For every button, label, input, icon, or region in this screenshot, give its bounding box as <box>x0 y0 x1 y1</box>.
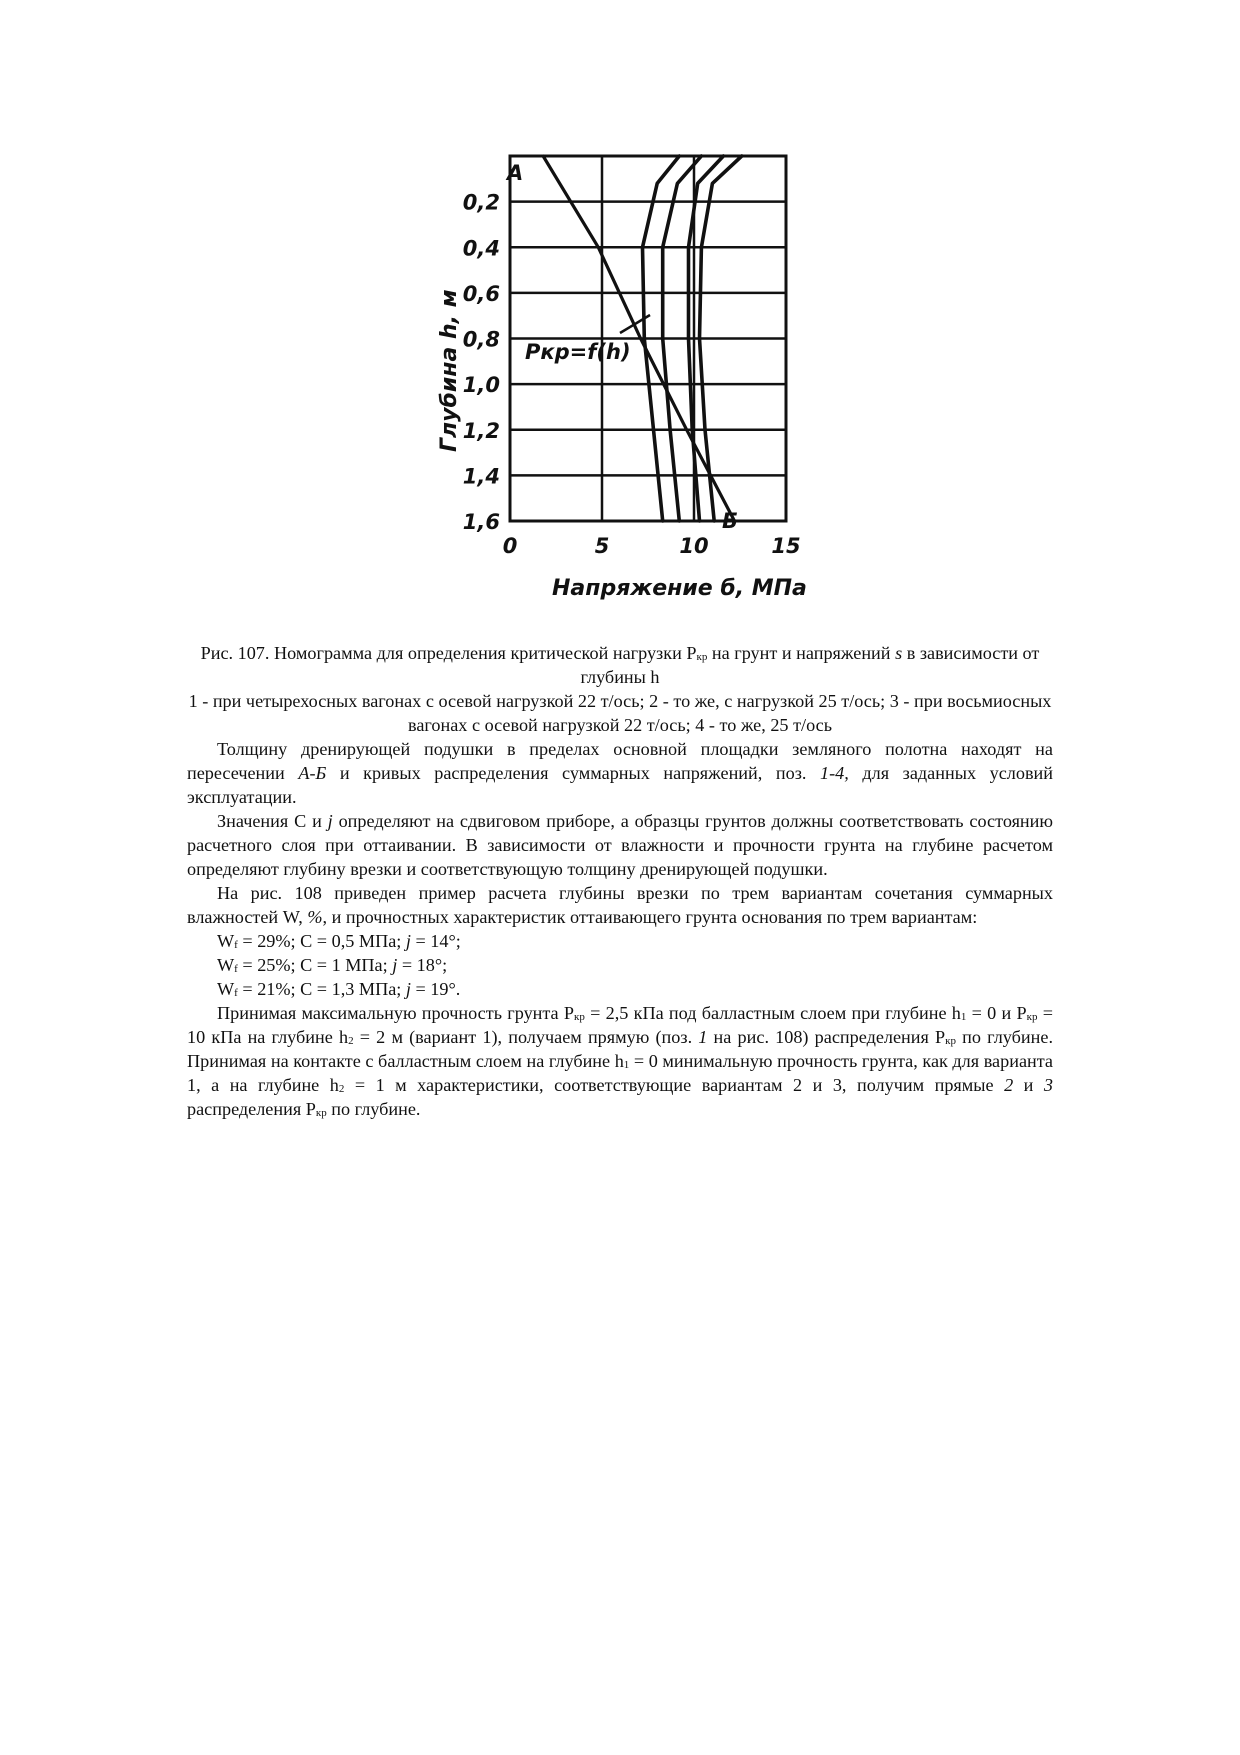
line-label-end: Б <box>722 509 739 533</box>
x-tick-label: 10 <box>679 534 709 558</box>
formula-3: $W_f = 21\%$; С = 1,3 МПа; j = 19°. <box>217 979 461 999</box>
y-tick-label: 1,6 <box>462 510 500 534</box>
chart-grid <box>510 156 786 521</box>
formula-2: $W_f = 25\%$; С = 1 МПа; j = 18°; <box>217 955 448 975</box>
paragraph-4: Принимая максимальную прочность грунта $Р_{кр} = 2,5$ кПа под балластным слоем при глубине $h_1 = 0$ и $Р_{кр} = 10$ кПа на глубине $h_2 = 2$ м (вариант 1), получаем прямую (поз. 1 на рис. 108) распределения $Р_{кр}$ по глубине. Принимая на контакте с балластным слоем на глубине $h_1 = 0$ минимальную прочность грунта, как для варианта 1, а на глубине $h_2 = 1$ м характеристики, соответствующие вариантам 2 и 3, получим прямые 2 и 3 распределения $Р_{кр}$ по глубине. <box>187 1003 1054 1119</box>
x-tick-label: 0 <box>502 534 518 558</box>
x-tick-label: 15 <box>771 534 801 558</box>
y-axis-label: Глубина h, м <box>437 289 462 452</box>
paragraph-2: Значения С и j определяют на сдвиговом приборе, а образцы грунтов должны соответствовать состоянию расчетного слоя при оттаивании. В зависимости от влажности и прочности грунта на глубине расчетом определяют глубину врезки и соответствующую толщину дренирующей подушки. <box>187 811 1053 879</box>
y-tick-label: 0,6 <box>462 281 500 306</box>
x-tick-label: 5 <box>594 534 610 558</box>
annotation-label: Pкр=f(h) <box>525 340 631 364</box>
y-tick-label: 0,4 <box>462 236 500 261</box>
figure-caption: Рис. 107. Номограмма для определения критической нагрузки $Р_{кр}$ на грунт и напряжений s в зависимости от глубины h <box>200 643 1040 687</box>
paragraph-3: На рис. 108 приведен пример расчета глубины врезки по трем вариантам сочетания суммарных влажностей W, %, и прочностных характеристик оттаивающего грунта основания по трем вариантам: <box>187 883 1053 927</box>
y-tick-label: 1,4 <box>462 464 500 489</box>
y-tick-label: 0,2 <box>462 190 500 215</box>
y-tick-label: 0,8 <box>462 327 500 352</box>
y-tick-label: 1,2 <box>462 418 500 443</box>
x-axis-label: Напряжение б, МПа <box>552 576 807 601</box>
formula-1: $W_f = 29\%$; С = 0,5 МПа; j = 14°; <box>217 931 461 951</box>
page-text <box>187 641 1053 1121</box>
chart-ticks <box>463 191 801 558</box>
figure-legend: 1 - при четырехосных вагонах с осевой нагрузкой 22 т/ось; 2 - то же, с нагрузкой 25 т/ось; 3 - при восьмиосных вагонах с осевой нагрузкой 22 т/ось; 4 - то же, 25 т/ось <box>188 691 1052 735</box>
line-label-start: А <box>507 161 524 185</box>
y-tick-label: 1,0 <box>462 373 500 398</box>
nomogram-figure <box>400 140 840 610</box>
paragraph-1: Толщину дренирующей подушки в пределах основной площадки земляного полотна находят на пересечении А-Б и кривых распределения суммарных напряжений, поз. 1-4, для заданных условий эксплуатации. <box>187 739 1053 807</box>
